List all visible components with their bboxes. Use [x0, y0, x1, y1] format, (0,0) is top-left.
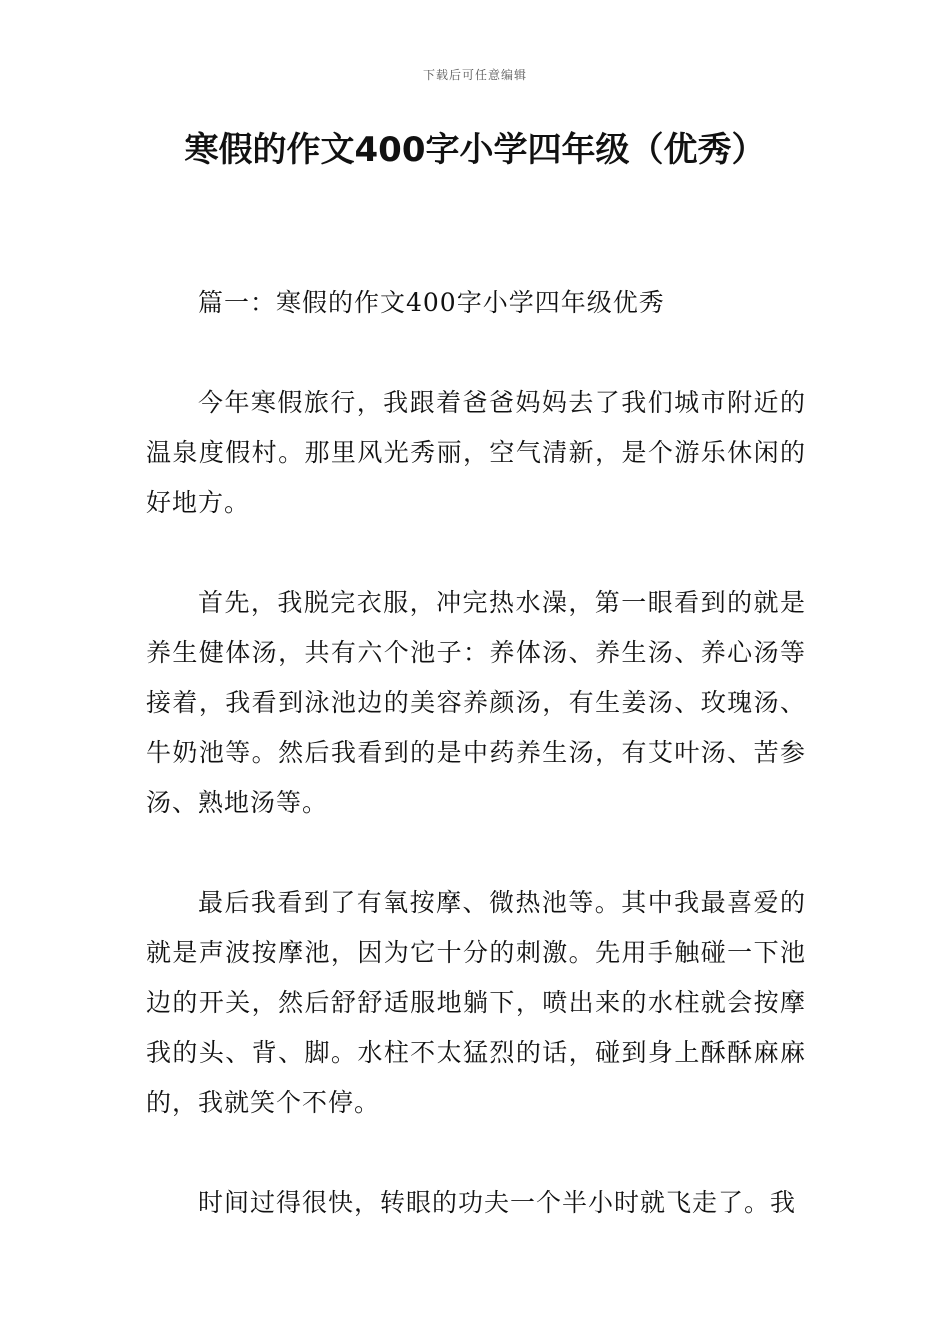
paragraph-1: 今年寒假旅行，我跟着爸爸妈妈去了我们城市附近的温泉度假村。那里风光秀丽，空气清新，是个游乐休闲的好地方。: [146, 388, 806, 517]
paragraph-4: 时间过得很快，转眼的功夫一个半小时就飞走了。我: [198, 1188, 797, 1217]
paragraph-gap: [146, 828, 806, 878]
paragraph-3: 最后我看到了有氧按摩、微热池等。其中我最喜爱的就是声波按摩池，因为它十分的刺激。先用手触碰一下池边的开关，然后舒舒适服地躺下，喷出来的水柱就会按摩我的头、背、脚。水柱不太猛烈的话，碰到身上酥酥麻麻的，我就笑个不停。: [146, 888, 806, 1117]
document-body: [146, 278, 806, 1228]
document-title: 寒假的作文400字小学四年级（优秀）: [184, 130, 766, 170]
header-note: 下载后可任意编辑: [422, 68, 527, 82]
section-heading: 篇一：寒假的作文400字小学四年级优秀: [198, 288, 665, 317]
paragraph-gap: [146, 528, 806, 578]
paragraph-2: 首先，我脱完衣服，冲完热水澡，第一眼看到的就是养生健体汤，共有六个池子：养体汤、养生汤、养心汤等接着，我看到泳池边的美容养颜汤，有生姜汤、玫瑰汤、牛奶池等。然后我看到的是中药养生汤，有艾叶汤、苦参汤、熟地汤等。: [146, 588, 806, 817]
paragraph-gap: [146, 1128, 806, 1178]
